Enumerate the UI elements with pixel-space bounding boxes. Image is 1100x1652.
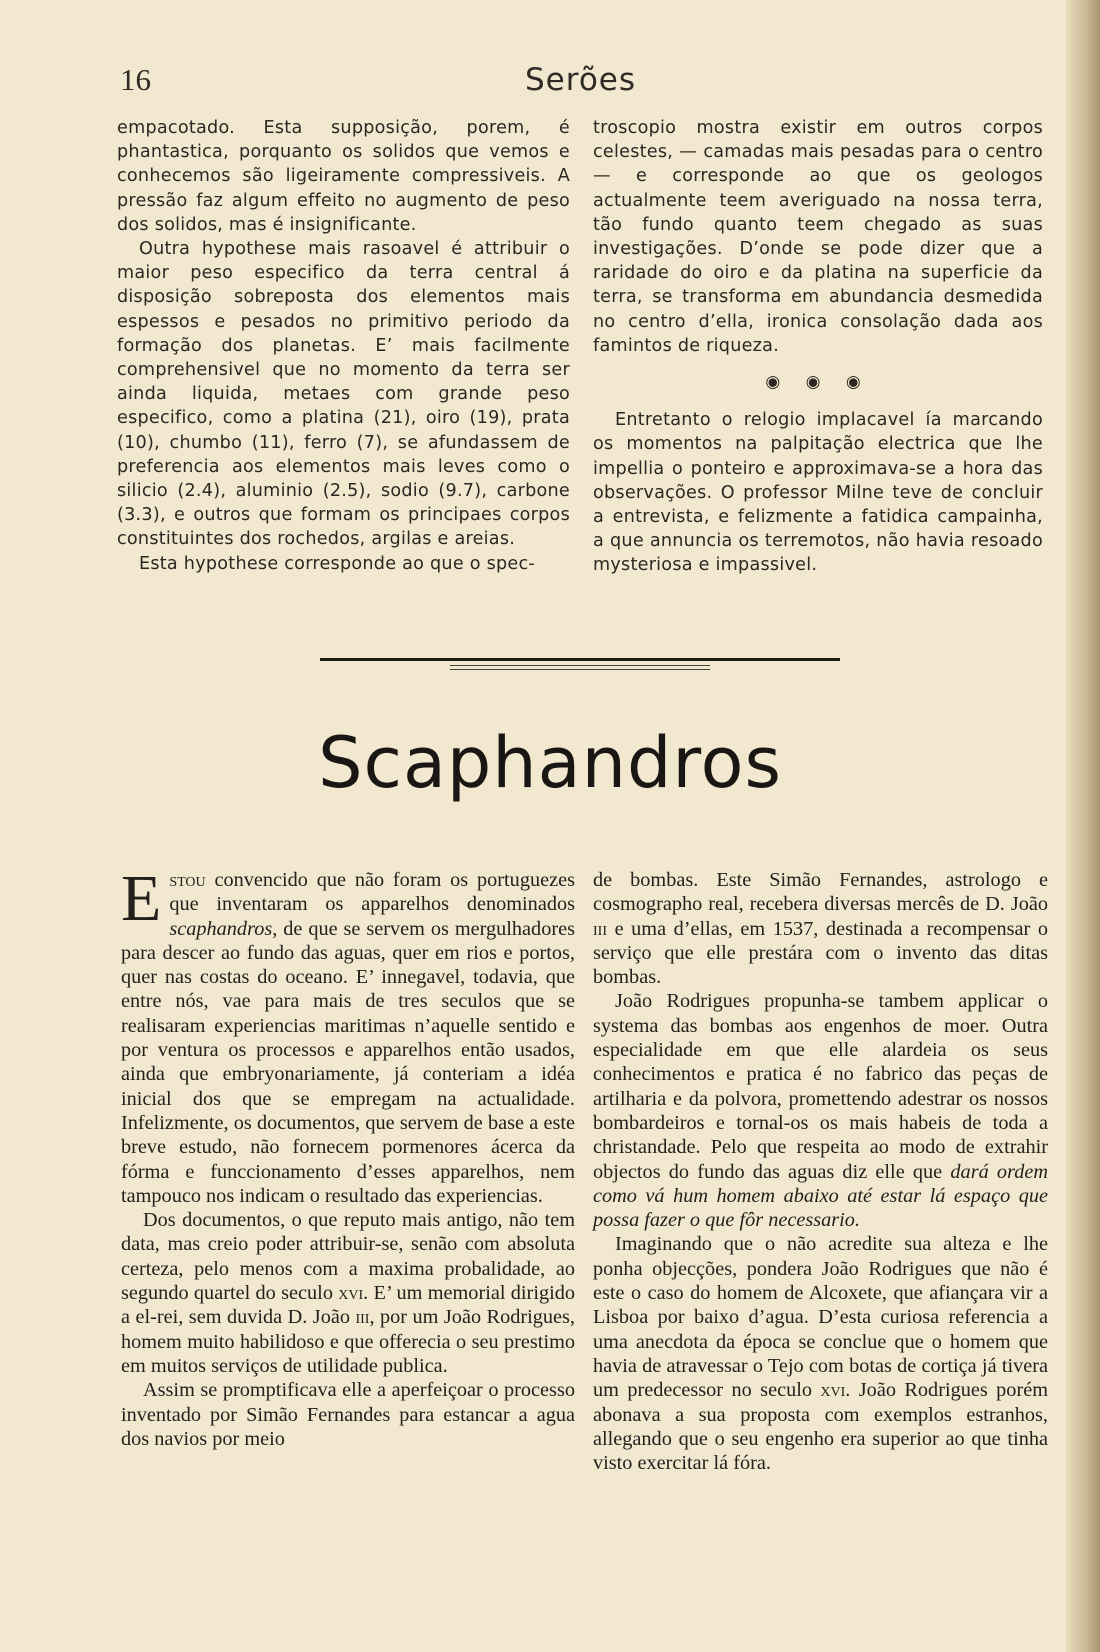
- text-run: e uma d’ellas, em 1537, destinada a recompensar o serviço que elle prestára com o invento das ditas bombas.: [593, 917, 1048, 989]
- section-ornament: ◉ ◉ ◉: [765, 372, 871, 393]
- paragraph: Entretanto o relogio implacavel ía marcando os momentos na palpitação electrica que lhe impellia o ponteiro e approximava-se a hora das observações. O professor Milne teve de concluir a entrevista, e felizmente a fatidica campainha, a que annuncia os terremotos, não havia resoado mysteriosa e impassivel.: [593, 410, 1043, 576]
- divider-rule: [450, 669, 710, 670]
- italic-term: scaphandros: [169, 917, 273, 940]
- text-run: de bombas. Este Simão Fernandes, astrologo e cosmographo real, recebera diversas mercês de D. João: [593, 869, 1048, 916]
- text-run: Dos documentos, o que reputo mais antigo, não tem data, mas creio poder attribuir-se, senão com absoluta certeza, pelo menos com a maxima probalidade, ao segundo quartel do seculo: [121, 1209, 575, 1305]
- article-right-column: [593, 868, 1048, 1475]
- page-header: [120, 62, 1052, 112]
- paragraph: troscopio mostra existir em outros corpos celestes, — camadas mais pesadas para o centro — e corresponde ao que os geologos actualmente teem averiguado na nossa terra, tão fundo quanto teem chegado as suas investigações. D’onde se pode dizer que a raridade do oiro e da platina na superficie da terra, se transforma em abundancia desmedida no centro d’ella, ironica consolação dada aos famintos de riqueza.: [593, 118, 1043, 356]
- roman-numeral: xvi: [820, 1379, 846, 1402]
- paragraph: Assim se promptificava elle a aperfeiçoar o processo inventado por Simão Fernandes para estancar a agua dos navios por meio: [121, 1379, 575, 1450]
- divider-rule: [450, 665, 710, 666]
- italic-quote: dará ordem como vá hum homem abaixo até estar lá espaço que possa fazer o que fôr necessario.: [593, 1160, 1048, 1232]
- text-run: convencido que não foram os portuguezes que inventaram os apparelhos denominados: [169, 869, 575, 916]
- text-run: . João Rodrigues porém abonava a sua proposta com exemplos estranhos, allegando que o seu engenho era superior ao que tinha visto exercitar lá fóra.: [593, 1379, 1048, 1475]
- text-run: João Rodrigues propunha-se tambem applicar o systema das bombas aos engenhos de moer. Outra especialidade em que elle alardeia os seus conhecimentos e pratica é no fabrico das peças de artilharia e da polvora, promettendo adestrar os nossos bombardeiros e tornal-os os mais habeis de toda a christandade. Pelo que respeita ao modo de extrahir objectos do fundo das aguas diz elle que: [593, 990, 1048, 1183]
- running-title: Serões: [525, 62, 637, 98]
- page-number: 16: [120, 62, 151, 97]
- top-right-column: [593, 116, 1043, 578]
- text-run: Imaginando que o não acredite sua alteza e lhe ponha objecções, pondera João Rodrigues que não é este o caso do homem de Alcoxete, que afiançara vir a Lisboa por baixo d’agua. D’esta curiosa referencia a uma anecdota da época se conclue que o homem que havia de atravessar o Tejo com botas de cortiça já tivera um predecessor no seculo: [593, 1233, 1048, 1402]
- text-run: , de que se servem os mergulhadores para descer ao fundo das aguas, quer em rios e portos, quer nas costas do oceano. E’ innegavel, todavia, que entre nós, vae para mais de tres seculos que se realisaram experiencias maritimas n’aquelle sentido e por ventura os processos e apparelhos então usados, ainda que embryonariamente, já conteriam a idéa inicial dos que se empregam na actualidade. Infelizmente, os documentos, que servem de base a este breve estudo, não fornecem pormenores ácerca da fórma e funccionamento d’esses apparelhos, nem tampouco nos indicam o resultado das experiencias.: [121, 917, 575, 1207]
- text-run: , por um João Rodrigues, homem muito habilidoso e que offerecia o seu prestimo em muitos serviços de utilidade publica.: [121, 1306, 576, 1377]
- drop-cap: E: [121, 862, 162, 935]
- top-left-column: [117, 116, 570, 576]
- roman-numeral: xvi: [338, 1282, 364, 1305]
- paragraph: empacotado. Esta supposição, porem, é phantastica, porquanto os solidos que vemos e conhecemos são ligeiramente compressiveis. A pressão faz algum effeito no augmento de peso dos solidos, mas é insignificante.: [117, 118, 570, 235]
- article-left-column: [121, 862, 576, 1451]
- page-edge: [1066, 0, 1100, 1652]
- paragraph: [593, 989, 1048, 1232]
- section-divider: [320, 658, 840, 672]
- roman-numeral: iii: [355, 1306, 370, 1329]
- paragraph: [593, 868, 1048, 989]
- divider-rule: [320, 658, 840, 661]
- text-run: . E’ um memorial dirigido a el-rei, sem duvida D. João: [121, 1282, 576, 1329]
- article-title: Scaphandros: [318, 722, 782, 804]
- paragraph: Outra hypothese mais rasoavel é attribuir o maior peso especifico da terra central á disposição sobreposta dos elementos mais espessos e pesados no primitivo periodo da formação dos planetas. E’ mais facilmente comprehensivel que no momento da terra ser ainda liquida, metaes com grande peso especifico, como a platina (21), oiro (19), prata (10), chumbo (11), ferro (7), se afundassem de preferencia aos elementos mais leves como o silicio (2.4), aluminio (2.5), sodio (9.7), carbone (3.3), e outros que formam os principaes corpos constituintes dos rochedos, argilas e areias.: [117, 239, 570, 550]
- paragraph: [593, 1232, 1048, 1475]
- roman-numeral: iii: [593, 917, 607, 940]
- paragraph: [121, 1208, 575, 1378]
- lead-words: stou: [169, 869, 206, 891]
- paragraph: Esta hypothese corresponde ao que o spec-: [139, 553, 536, 574]
- paragraph: [121, 862, 575, 1208]
